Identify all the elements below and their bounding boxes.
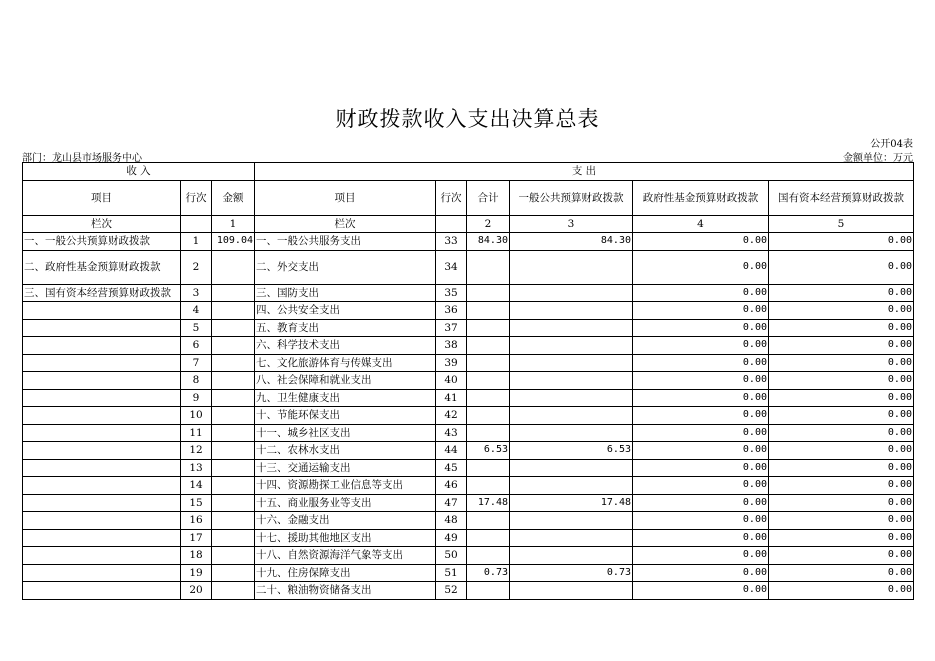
income-line-cell: 12 xyxy=(181,442,212,460)
income-item-cell xyxy=(23,494,181,512)
income-amount-cell xyxy=(212,284,255,302)
col-header-exp-item: 项目 xyxy=(255,180,436,215)
expense-line-cell: 33 xyxy=(436,233,467,251)
income-item-cell xyxy=(23,564,181,582)
expense-item-cell: 十四、资源勘探工业信息等支出 xyxy=(255,477,436,495)
table-row xyxy=(23,564,914,582)
expense-total-cell xyxy=(467,389,510,407)
expense-line-cell: 47 xyxy=(436,494,467,512)
col-header-amount: 金额 xyxy=(212,180,255,215)
table-row xyxy=(23,459,914,477)
table-row xyxy=(23,337,914,355)
col-index-total: 2 xyxy=(467,215,510,233)
expense-fund-cell: 0.00 xyxy=(633,302,769,320)
col-header-fund: 政府性基金预算财政拨款 xyxy=(633,180,769,215)
income-amount-cell xyxy=(212,302,255,320)
expense-total-cell xyxy=(467,424,510,442)
income-line-cell: 2 xyxy=(181,250,212,284)
col-index-label: 栏次 xyxy=(23,215,181,233)
expense-total-cell xyxy=(467,547,510,565)
income-line-cell: 10 xyxy=(181,407,212,425)
income-line-cell: 16 xyxy=(181,512,212,530)
expense-line-cell: 39 xyxy=(436,354,467,372)
expense-fund-cell: 0.00 xyxy=(633,529,769,547)
income-amount-cell xyxy=(212,354,255,372)
expense-fund-cell: 0.00 xyxy=(633,284,769,302)
expense-total-cell xyxy=(467,512,510,530)
expense-state-cell: 0.00 xyxy=(769,337,914,355)
expense-general-cell xyxy=(510,319,633,337)
expense-total-cell xyxy=(467,302,510,320)
income-item-cell xyxy=(23,424,181,442)
income-line-cell: 4 xyxy=(181,302,212,320)
expense-state-cell: 0.00 xyxy=(769,529,914,547)
column-header-row xyxy=(23,180,914,215)
expense-state-cell: 0.00 xyxy=(769,372,914,390)
expense-total-cell xyxy=(467,459,510,477)
unit-label: 金额单位：万元 xyxy=(843,153,913,164)
income-line-cell: 9 xyxy=(181,389,212,407)
expense-fund-cell: 0.00 xyxy=(633,389,769,407)
expense-fund-cell: 0.00 xyxy=(633,512,769,530)
expense-item-cell: 十九、住房保障支出 xyxy=(255,564,436,582)
expense-state-cell: 0.00 xyxy=(769,459,914,477)
expense-fund-cell: 0.00 xyxy=(633,250,769,284)
table-row xyxy=(23,284,914,302)
expense-line-cell: 50 xyxy=(436,547,467,565)
expense-general-cell xyxy=(510,529,633,547)
expense-item-cell: 一、一般公共服务支出 xyxy=(255,233,436,251)
expense-line-cell: 35 xyxy=(436,284,467,302)
income-item-cell xyxy=(23,302,181,320)
col-header-line: 行次 xyxy=(181,180,212,215)
expense-fund-cell: 0.00 xyxy=(633,319,769,337)
income-amount-cell xyxy=(212,442,255,460)
expense-state-cell: 0.00 xyxy=(769,512,914,530)
income-item-cell xyxy=(23,389,181,407)
income-line-cell: 5 xyxy=(181,319,212,337)
expense-general-cell xyxy=(510,547,633,565)
expense-state-cell: 0.00 xyxy=(769,477,914,495)
income-item-cell xyxy=(23,512,181,530)
expense-fund-cell: 0.00 xyxy=(633,407,769,425)
expense-fund-cell: 0.00 xyxy=(633,494,769,512)
expense-general-cell xyxy=(510,424,633,442)
col-index-state: 5 xyxy=(769,215,914,233)
expense-item-cell: 七、文化旅游体育与传媒支出 xyxy=(255,354,436,372)
income-line-cell: 8 xyxy=(181,372,212,390)
expense-item-cell: 十五、商业服务业等支出 xyxy=(255,494,436,512)
table-row xyxy=(23,512,914,530)
income-amount-cell xyxy=(212,459,255,477)
expense-state-cell: 0.00 xyxy=(769,424,914,442)
expense-state-cell: 0.00 xyxy=(769,250,914,284)
summary-table xyxy=(22,162,914,600)
income-amount-cell xyxy=(212,564,255,582)
income-item-cell: 一、一般公共预算财政拨款 xyxy=(23,233,181,251)
income-item-cell xyxy=(23,582,181,600)
expense-line-cell: 38 xyxy=(436,337,467,355)
expense-general-cell xyxy=(510,337,633,355)
expense-item-cell: 十三、交通运输支出 xyxy=(255,459,436,477)
table-row xyxy=(23,372,914,390)
expense-total-cell xyxy=(467,337,510,355)
expense-general-cell xyxy=(510,389,633,407)
expense-state-cell: 0.00 xyxy=(769,284,914,302)
expense-state-cell: 0.00 xyxy=(769,564,914,582)
income-amount-cell xyxy=(212,337,255,355)
expense-general-cell: 6.53 xyxy=(510,442,633,460)
income-amount-cell xyxy=(212,389,255,407)
income-item-cell xyxy=(23,319,181,337)
expense-state-cell: 0.00 xyxy=(769,389,914,407)
col-index-blank xyxy=(181,215,212,233)
expense-item-cell: 十一、城乡社区支出 xyxy=(255,424,436,442)
expense-state-cell: 0.00 xyxy=(769,233,914,251)
expense-total-cell xyxy=(467,319,510,337)
income-item-cell: 三、国有资本经营预算财政拨款 xyxy=(23,284,181,302)
expense-fund-cell: 0.00 xyxy=(633,564,769,582)
expense-line-cell: 49 xyxy=(436,529,467,547)
table-row xyxy=(23,319,914,337)
income-line-cell: 6 xyxy=(181,337,212,355)
expense-general-cell xyxy=(510,407,633,425)
department-label: 部门：龙山县市场服务中心 xyxy=(22,153,142,164)
expense-general-cell: 0.73 xyxy=(510,564,633,582)
income-item-cell xyxy=(23,354,181,372)
expense-fund-cell: 0.00 xyxy=(633,547,769,565)
income-line-cell: 18 xyxy=(181,547,212,565)
expense-line-cell: 41 xyxy=(436,389,467,407)
income-line-cell: 7 xyxy=(181,354,212,372)
income-amount-cell xyxy=(212,582,255,600)
income-item-cell xyxy=(23,547,181,565)
income-item-cell: 二、政府性基金预算财政拨款 xyxy=(23,250,181,284)
expense-general-cell xyxy=(510,372,633,390)
expense-state-cell: 0.00 xyxy=(769,547,914,565)
expense-item-cell: 九、卫生健康支出 xyxy=(255,389,436,407)
income-line-cell: 13 xyxy=(181,459,212,477)
col-header-item: 项目 xyxy=(23,180,181,215)
expense-item-cell: 十八、自然资源海洋气象等支出 xyxy=(255,547,436,565)
expense-state-cell: 0.00 xyxy=(769,494,914,512)
expense-state-cell: 0.00 xyxy=(769,319,914,337)
expense-fund-cell: 0.00 xyxy=(633,459,769,477)
col-header-general: 一般公共预算财政拨款 xyxy=(510,180,633,215)
expense-general-cell xyxy=(510,284,633,302)
expense-total-cell xyxy=(467,529,510,547)
table-row xyxy=(23,250,914,284)
income-amount-cell xyxy=(212,477,255,495)
expense-fund-cell: 0.00 xyxy=(633,337,769,355)
table-row xyxy=(23,354,914,372)
expense-state-cell: 0.00 xyxy=(769,582,914,600)
expense-total-cell xyxy=(467,284,510,302)
income-item-cell xyxy=(23,407,181,425)
expense-state-cell: 0.00 xyxy=(769,302,914,320)
income-line-cell: 1 xyxy=(181,233,212,251)
table-row xyxy=(23,442,914,460)
expense-general-cell: 84.30 xyxy=(510,233,633,251)
table-row xyxy=(23,582,914,600)
expense-line-cell: 45 xyxy=(436,459,467,477)
expense-item-cell: 五、教育支出 xyxy=(255,319,436,337)
expense-total-cell: 0.73 xyxy=(467,564,510,582)
expense-general-cell xyxy=(510,302,633,320)
income-item-cell xyxy=(23,459,181,477)
expense-line-cell: 44 xyxy=(436,442,467,460)
col-index-fund: 4 xyxy=(633,215,769,233)
expense-general-cell: 17.48 xyxy=(510,494,633,512)
expense-fund-cell: 0.00 xyxy=(633,372,769,390)
form-code: 公开04表 xyxy=(870,139,913,150)
expense-fund-cell: 0.00 xyxy=(633,477,769,495)
expense-total-cell xyxy=(467,407,510,425)
income-amount-cell xyxy=(212,372,255,390)
table-row xyxy=(23,529,914,547)
income-line-cell: 3 xyxy=(181,284,212,302)
expense-general-cell xyxy=(510,582,633,600)
col-index-general: 3 xyxy=(510,215,633,233)
expense-general-cell xyxy=(510,250,633,284)
expense-item-cell: 十二、农林水支出 xyxy=(255,442,436,460)
income-amount-cell xyxy=(212,250,255,284)
expense-total-cell xyxy=(467,372,510,390)
income-item-cell xyxy=(23,529,181,547)
table-row xyxy=(23,302,914,320)
expense-group-header: 支 出 xyxy=(255,163,914,181)
income-amount-cell xyxy=(212,512,255,530)
expense-fund-cell: 0.00 xyxy=(633,233,769,251)
income-item-cell xyxy=(23,372,181,390)
expense-fund-cell: 0.00 xyxy=(633,424,769,442)
expense-line-cell: 36 xyxy=(436,302,467,320)
expense-line-cell: 51 xyxy=(436,564,467,582)
col-header-total: 合计 xyxy=(467,180,510,215)
expense-total-cell: 6.53 xyxy=(467,442,510,460)
expense-fund-cell: 0.00 xyxy=(633,442,769,460)
income-line-cell: 17 xyxy=(181,529,212,547)
column-index-row xyxy=(23,215,914,233)
expense-line-cell: 46 xyxy=(436,477,467,495)
expense-line-cell: 42 xyxy=(436,407,467,425)
expense-item-cell: 四、公共安全支出 xyxy=(255,302,436,320)
expense-total-cell xyxy=(467,477,510,495)
expense-item-cell: 十、节能环保支出 xyxy=(255,407,436,425)
expense-line-cell: 34 xyxy=(436,250,467,284)
table-row xyxy=(23,389,914,407)
table-row xyxy=(23,233,914,251)
expense-line-cell: 48 xyxy=(436,512,467,530)
income-amount-cell: 109.04 xyxy=(212,233,255,251)
table-row xyxy=(23,547,914,565)
income-amount-cell xyxy=(212,407,255,425)
expense-item-cell: 十七、援助其他地区支出 xyxy=(255,529,436,547)
group-header-row xyxy=(23,163,914,181)
expense-general-cell xyxy=(510,459,633,477)
expense-line-cell: 37 xyxy=(436,319,467,337)
income-amount-cell xyxy=(212,494,255,512)
expense-general-cell xyxy=(510,512,633,530)
income-amount-cell xyxy=(212,529,255,547)
income-item-cell xyxy=(23,337,181,355)
expense-general-cell xyxy=(510,354,633,372)
income-item-cell xyxy=(23,477,181,495)
expense-fund-cell: 0.00 xyxy=(633,354,769,372)
expense-state-cell: 0.00 xyxy=(769,354,914,372)
table-row xyxy=(23,407,914,425)
expense-line-cell: 40 xyxy=(436,372,467,390)
expense-item-cell: 十六、金融支出 xyxy=(255,512,436,530)
income-line-cell: 19 xyxy=(181,564,212,582)
col-index-blank xyxy=(436,215,467,233)
col-header-state: 国有资本经营预算财政拨款 xyxy=(769,180,914,215)
table-row xyxy=(23,424,914,442)
expense-state-cell: 0.00 xyxy=(769,407,914,425)
income-line-cell: 14 xyxy=(181,477,212,495)
table-row xyxy=(23,477,914,495)
expense-total-cell: 17.48 xyxy=(467,494,510,512)
expense-item-cell: 二、外交支出 xyxy=(255,250,436,284)
col-header-exp-line: 行次 xyxy=(436,180,467,215)
expense-item-cell: 六、科学技术支出 xyxy=(255,337,436,355)
expense-item-cell: 二十、粮油物资储备支出 xyxy=(255,582,436,600)
expense-total-cell xyxy=(467,250,510,284)
expense-item-cell: 三、国防支出 xyxy=(255,284,436,302)
expense-total-cell xyxy=(467,582,510,600)
table-row xyxy=(23,494,914,512)
expense-total-cell: 84.30 xyxy=(467,233,510,251)
income-amount-cell xyxy=(212,547,255,565)
report-title: 财政拨款收入支出决算总表 xyxy=(335,107,600,131)
expense-total-cell xyxy=(467,354,510,372)
income-line-cell: 20 xyxy=(181,582,212,600)
income-line-cell: 11 xyxy=(181,424,212,442)
income-item-cell xyxy=(23,442,181,460)
col-index-exp-label: 栏次 xyxy=(255,215,436,233)
expense-line-cell: 43 xyxy=(436,424,467,442)
col-index-amount: 1 xyxy=(212,215,255,233)
expense-general-cell xyxy=(510,477,633,495)
expense-line-cell: 52 xyxy=(436,582,467,600)
expense-item-cell: 八、社会保障和就业支出 xyxy=(255,372,436,390)
income-amount-cell xyxy=(212,319,255,337)
income-line-cell: 15 xyxy=(181,494,212,512)
income-amount-cell xyxy=(212,424,255,442)
income-group-header: 收 入 xyxy=(23,163,255,181)
expense-state-cell: 0.00 xyxy=(769,442,914,460)
expense-fund-cell: 0.00 xyxy=(633,582,769,600)
